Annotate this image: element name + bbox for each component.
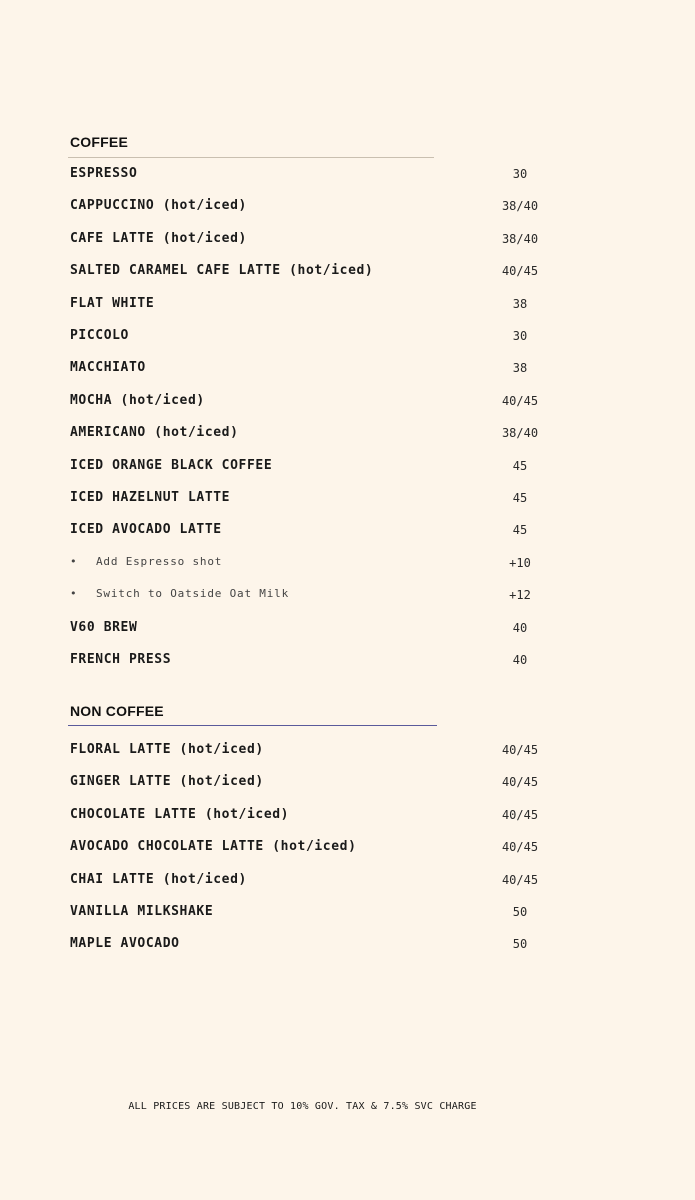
item-price: 40/45: [501, 840, 539, 855]
item-price: 45: [512, 523, 528, 538]
menu-item-row: [70, 522, 560, 542]
price-disclaimer: ALL PRICES ARE SUBJECT TO 10% GOV. TAX & 7.5% SVC CHARGE: [128, 1101, 477, 1112]
item-name: ICED HAZELNUT LATTE: [70, 490, 231, 505]
item-price: 30: [512, 167, 528, 181]
item-price: 40/45: [501, 743, 539, 757]
menu-addon-row: [70, 555, 560, 575]
item-name: MAPLE AVOCADO: [70, 936, 180, 952]
item-price: 40/45: [501, 775, 539, 790]
item-name: CHOCOLATE LATTE (hot/iced): [70, 806, 290, 822]
item-price: 40/45: [501, 393, 539, 408]
menu-item-row: [70, 490, 560, 510]
item-price: 38/40: [501, 426, 539, 441]
section-title-non-coffee: NON COFFEE: [70, 703, 164, 719]
menu-item-row: [70, 328, 560, 348]
item-name: CAPPUCCINO (hot/iced): [70, 198, 247, 214]
item-name: V60 BREW: [70, 619, 138, 635]
menu-item-row: [70, 620, 560, 640]
addon-label: Add Espresso shot: [96, 554, 223, 568]
item-price: 40/45: [501, 807, 539, 822]
item-name: CHAI LATTE (hot/iced): [70, 871, 247, 887]
menu-item-row: [70, 742, 560, 762]
item-name: AMERICANO (hot/iced): [70, 425, 239, 441]
section-title-coffee: COFFEE: [70, 134, 128, 150]
item-name: MACCHIATO: [70, 360, 146, 376]
section-divider-non-coffee: [68, 725, 437, 726]
addon-name: [70, 555, 222, 568]
item-price: 40: [512, 653, 528, 667]
menu-item-row: [70, 263, 560, 283]
item-name: AVOCADO CHOCOLATE LATTE (hot/iced): [70, 839, 357, 855]
item-price: 30: [512, 329, 528, 343]
menu-item-row: [70, 231, 560, 251]
menu-item-row: [70, 393, 560, 413]
item-name: FLORAL LATTE (hot/iced): [70, 742, 264, 757]
menu-item-row: [70, 774, 560, 794]
item-price: 45: [512, 458, 528, 473]
menu-item-row: [70, 807, 560, 827]
item-price: 38/40: [501, 231, 539, 246]
item-name: FRENCH PRESS: [70, 652, 172, 667]
item-name: ESPRESSO: [70, 166, 138, 181]
menu-item-row: [70, 904, 560, 924]
item-price: 38: [512, 361, 528, 376]
bullet-icon: •: [70, 554, 78, 568]
menu-item-row: [70, 839, 560, 859]
menu-item-row: [70, 652, 560, 672]
item-name: ICED AVOCADO LATTE: [70, 522, 222, 538]
item-name: SALTED CARAMEL CAFE LATTE (hot/iced): [70, 263, 374, 279]
item-name: VANILLA MILKSHAKE: [70, 904, 214, 919]
item-name: CAFE LATTE (hot/iced): [70, 230, 247, 246]
menu-item-row: [70, 296, 560, 316]
item-price: 50: [512, 937, 528, 952]
item-name: MOCHA (hot/iced): [70, 392, 205, 408]
item-price: 45: [512, 491, 528, 505]
addon-label: Switch to Oatside Oat Milk: [96, 587, 289, 601]
item-price: 40/45: [501, 872, 539, 887]
item-price: 40: [512, 620, 528, 635]
menu-item-row: [70, 198, 560, 218]
item-name: FLAT WHITE: [70, 295, 155, 311]
item-name: ICED ORANGE BLACK COFFEE: [70, 457, 273, 473]
item-price: 40/45: [501, 264, 539, 279]
menu-item-row: [70, 872, 560, 892]
item-price: 50: [512, 905, 528, 919]
section-divider-coffee: [68, 157, 434, 158]
menu-item-row: [70, 425, 560, 445]
menu-addon-row: [70, 587, 560, 607]
item-price: 38: [512, 296, 528, 311]
menu-item-row: [70, 458, 560, 478]
bullet-icon: •: [70, 587, 78, 601]
addon-name: [70, 587, 289, 600]
menu-item-row: [70, 360, 560, 380]
menu-item-row: [70, 936, 560, 956]
item-price: 38/40: [501, 199, 539, 214]
menu-item-row: [70, 166, 560, 186]
item-name: GINGER LATTE (hot/iced): [70, 774, 264, 790]
item-price: +12: [509, 588, 531, 603]
item-price: +10: [509, 555, 531, 570]
item-name: PICCOLO: [70, 328, 129, 343]
